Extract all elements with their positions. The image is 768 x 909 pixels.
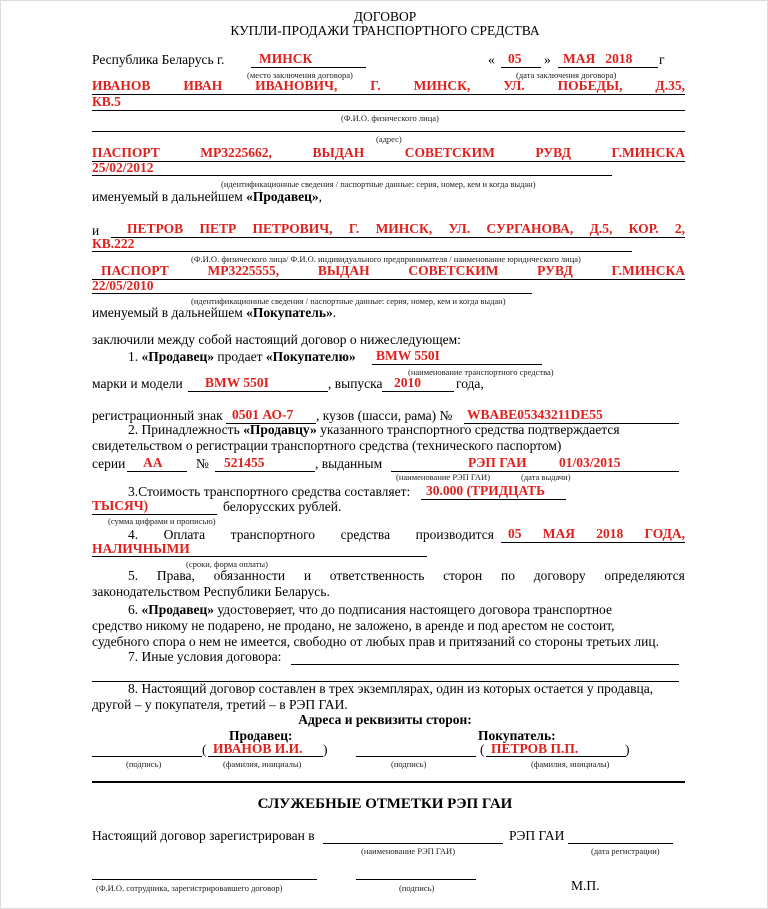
clause2-date-caption: (дата выдачи): [521, 472, 571, 482]
buyer-passport-line2: 22/05/2010: [92, 278, 154, 293]
clause1-vehicle: BMW 550I: [376, 348, 440, 363]
clause8-line1: 8. Настоящий договор составлен в трех экземплярах, один из которых остается у продавца,: [128, 681, 654, 696]
requisites-title: Адреса и реквизиты сторон:: [298, 712, 472, 727]
clause4-line1: 4. Оплата транспортного средства производится: [128, 527, 494, 542]
buyer-name-caption-sign: (фамилия, инициалы): [531, 759, 610, 769]
clause6-line2: средство никому не подарено, не продано, не заложено, в аренде и под арестом не состоит,: [92, 618, 615, 633]
clause3-amount2: ТЫСЯЧ): [92, 498, 149, 513]
clause1-vehicle-caption: (наименование транспортного средства): [408, 367, 554, 377]
clause5-line2: законодательством Республики Беларусь.: [92, 584, 330, 599]
buyer-sign-caption: (подпись): [391, 759, 427, 769]
clause3-prefix: 3.Стоимость транспортного средства составляет:: [128, 484, 411, 499]
clause3-caption: (сумма цифрами и прописью): [108, 516, 216, 526]
clause6-line1: 6. «Продавец» удостоверяет, что до подписания настоящего договора транспортное: [128, 602, 612, 617]
seller-passport-line: ПАСПОРТ МР3225662, ВЫДАН СОВЕТСКИМ РУВД Г.МИНСКА: [92, 145, 685, 160]
buyer-name-line: ПЕТРОВ ПЕТР ПЕТРОВИЧ, Г. МИНСК, УЛ. СУРГАНОВА, Д.5, КОР. 2,: [127, 221, 685, 236]
clause4-line2: НАЛИЧНЫМИ: [92, 541, 190, 556]
clause2-issue-date: 01/03/2015: [559, 455, 621, 470]
service-date-caption: (дата регистрации): [591, 846, 660, 856]
clause1-brand: BMW 550I: [205, 375, 269, 390]
contract-page: ДОГОВОР КУПЛИ-ПРОДАЖИ ТРАНСПОРТНОГО СРЕДСТВА Республика Беларусь г. МИНСК (место заключения договора) « 05 » МАЯ 2018 г (дата заключения договора) ИВАНОВ ИВАН ИВАНОВИЧ, Г. МИНСК, УЛ. ПОБЕДЫ, Д.35, КВ.5 (Ф.И.О. физического лица) (адрес) ПАСПОРТ МР3225662, ВЫДАН СОВЕТСКИМ РУВД Г.МИНСКА 25/02/2012 (идентификационные сведения / паспортные данные: серия, номер, кем и когда выдан) именуемый в дальнейшем «Продавец», и ПЕТРОВ ПЕТР ПЕТРОВИЧ, Г. МИНСК, УЛ. СУРГАНОВА, Д.5, КОР. 2, КВ.222 (Ф.И.О. физического лица/ Ф.И.О. индивидуального предпринимателя / наименование юридического лица) ПАСПОРТ МР3225555, ВЫДАН СОВЕТСКИМ РУВД Г.МИНСКА 22/05/2010 (идентификационные сведения / паспортные данные: серия, номер, кем и когда выдан) именуемый в дальнейшем «Покупатель». заключили между собой настоящий договор о нижеследующем: 1. «Продавец» продает «Покупателю» BMW 550I (наименование транспортного средства) марки и модели BMW 550I , выпуска 2010 года, регистрационный знак 0501 АО-7 , кузов (шасси, рама) № WBABE05343211DE55 2. Принадлежность «Продавцу» указанного транспортного средства подтверждается свидетельством о регистрации транспортного средства (технического паспортом) серии АА № 521455 , выданным РЭП ГАИ 01/03/2015 (наименование РЭП ГАИ) (дата выдачи) 3.Стоимость транспортного средства составляет: 30.000 (ТРИДЦАТЬ ТЫСЯЧ) белорусских рублей. (сумма цифрами и прописью) 4. Оплата транспортного средства производится 05 МАЯ 2018 ГОДА, НАЛИЧНЫМИ (сроки, форма оплаты) 5. Права, обязанности и ответственность сторон по договору определяются законодательством Республики Беларусь. 6. «Продавец» удостоверяет, что до подписания настоящего договора транспортное средство никому не подарено, не продано, не заложено, в аренде и под арестом не состоит, судебного спора о нем не имеется, свободно от любых прав и притязаний со стороны третьих лиц. 7. Иные условия договора: 8. Настоящий договор составлен в трех экземплярах, один из которых остается у продавца, другой – у покупателя, третий – в РЭП ГАИ. Адреса и реквизиты сторон: Продавец: Покупатель: ( ИВАНОВ И.И. ) (подпись) (фамилия, инициалы) ( ПЕТРОВ П.П. ) (подпись) (фамилия, инициалы) СЛУЖЕБНЫЕ ОТМЕТКИ РЭП ГАИ Настоящий договор зарегистрирован в РЭП ГАИ (наименование РЭП ГАИ) (дата регистрации) (Ф.И.О. сотрудника, зарегистрировавшего договор) (подпись) М.П.: [0, 0, 768, 909]
clause8-line2: другой – у покупателя, третий – в РЭП ГАИ.: [92, 697, 348, 712]
clause1-vin: WBABE05343211DE55: [467, 407, 603, 422]
clause7-label: 7. Иные условия договора:: [128, 649, 282, 664]
seller-name-line2: КВ.5: [92, 94, 121, 109]
clause1-text: 1. «Продавец» продает «Покупателю»: [128, 349, 356, 364]
service-stamp: М.П.: [571, 878, 600, 893]
clause5-line1: 5. Права, обязанности и ответственность сторон по договору определяются: [128, 568, 685, 583]
place-caption: (место заключения договора): [247, 70, 353, 80]
seller-address-caption: (адрес): [376, 134, 402, 144]
seller-name-line: ИВАНОВ ИВАН ИВАНОВИЧ, Г. МИНСК, УЛ. ПОБЕДЫ, Д.35,: [92, 78, 685, 93]
date-caption: (дата заключения договора): [516, 70, 617, 80]
buyer-passport-line: ПАСПОРТ МР3225555, ВЫДАН СОВЕТСКИМ РУВД Г.МИНСКА: [101, 263, 685, 278]
clause2-line1: 2. Принадлежность «Продавцу» указанного транспортного средства подтверждается: [128, 422, 620, 437]
service-officer-caption: (Ф.И.О. сотрудника, зарегистрировавшего договор): [96, 883, 283, 893]
place-prefix: Республика Беларусь г.: [92, 52, 225, 67]
concluded-text: заключили между собой настоящий договор о нижеследующем:: [92, 332, 461, 347]
section-divider: [92, 781, 685, 783]
seller-label: Продавец:: [229, 728, 293, 743]
clause4-value: 05 МАЯ 2018 ГОДА,: [508, 526, 685, 541]
service-title: СЛУЖЕБНЫЕ ОТМЕТКИ РЭП ГАИ: [257, 796, 513, 812]
service-registered-label: Настоящий договор зарегистрирован в: [92, 828, 315, 843]
clause3-suffix: белорусских рублей.: [223, 499, 342, 514]
clause2-series: АА: [143, 455, 163, 470]
clause1-reg: 0501 АО-7: [232, 407, 294, 422]
seller-hereinafter: именуемый в дальнейшем «Продавец»,: [92, 189, 323, 204]
clause2-number: 521455: [224, 455, 265, 470]
clause2-line2: свидетельством о регистрации транспортного средства (технического паспортом): [92, 438, 562, 453]
date-month-year: МАЯ 2018: [563, 51, 633, 66]
document-subtitle: КУПЛИ-ПРОДАЖИ ТРАНСПОРТНОГО СРЕДСТВА: [230, 23, 540, 38]
service-rep-caption: (наименование РЭП ГАИ): [361, 846, 456, 856]
clause4-caption: (сроки, форма оплаты): [186, 559, 268, 569]
buyer-sign-name: ПЕТРОВ П.П.: [491, 741, 579, 756]
buyer-hereinafter: именуемый в дальнейшем «Покупатель».: [92, 305, 337, 320]
date-day: 05: [508, 51, 522, 66]
clause3-amount: 30.000 (ТРИДЦАТЬ: [426, 483, 546, 498]
clause1-year: 2010: [394, 375, 421, 390]
seller-name-caption: (Ф.И.О. физического лица): [341, 113, 439, 123]
document-title: ДОГОВОР: [353, 9, 417, 24]
buyer-label: Покупатель:: [478, 728, 556, 743]
seller-sign-caption: (подпись): [126, 759, 162, 769]
buyer-name-caption: (Ф.И.О. физического лица/ Ф.И.О. индивидуального предпринимателя / наименование юридического лица): [191, 254, 581, 264]
seller-name-caption-sign: (фамилия, инициалы): [223, 759, 302, 769]
place-city: МИНСК: [259, 51, 313, 66]
seller-passport-caption: (идентификационные сведения / паспортные данные: серия, номер, кем и когда выдан): [221, 179, 536, 189]
buyer-name-line2: КВ.222: [92, 236, 135, 251]
clause2-issuer: РЭП ГАИ: [468, 455, 527, 470]
buyer-passport-caption: (идентификационные сведения / паспортные данные: серия, номер, кем и когда выдан): [191, 296, 506, 306]
seller-sign-name: ИВАНОВ И.И.: [213, 741, 303, 756]
seller-passport-line2: 25/02/2012: [92, 160, 154, 175]
service-rep-label: РЭП ГАИ: [509, 828, 565, 843]
service-sign-caption: (подпись): [399, 883, 435, 893]
clause6-line3: судебного спора о нем не имеется, свободно от любых прав и притязаний со стороны третьих лиц.: [92, 634, 659, 649]
clause2-issuer-caption: (наименование РЭП ГАИ): [396, 472, 491, 482]
